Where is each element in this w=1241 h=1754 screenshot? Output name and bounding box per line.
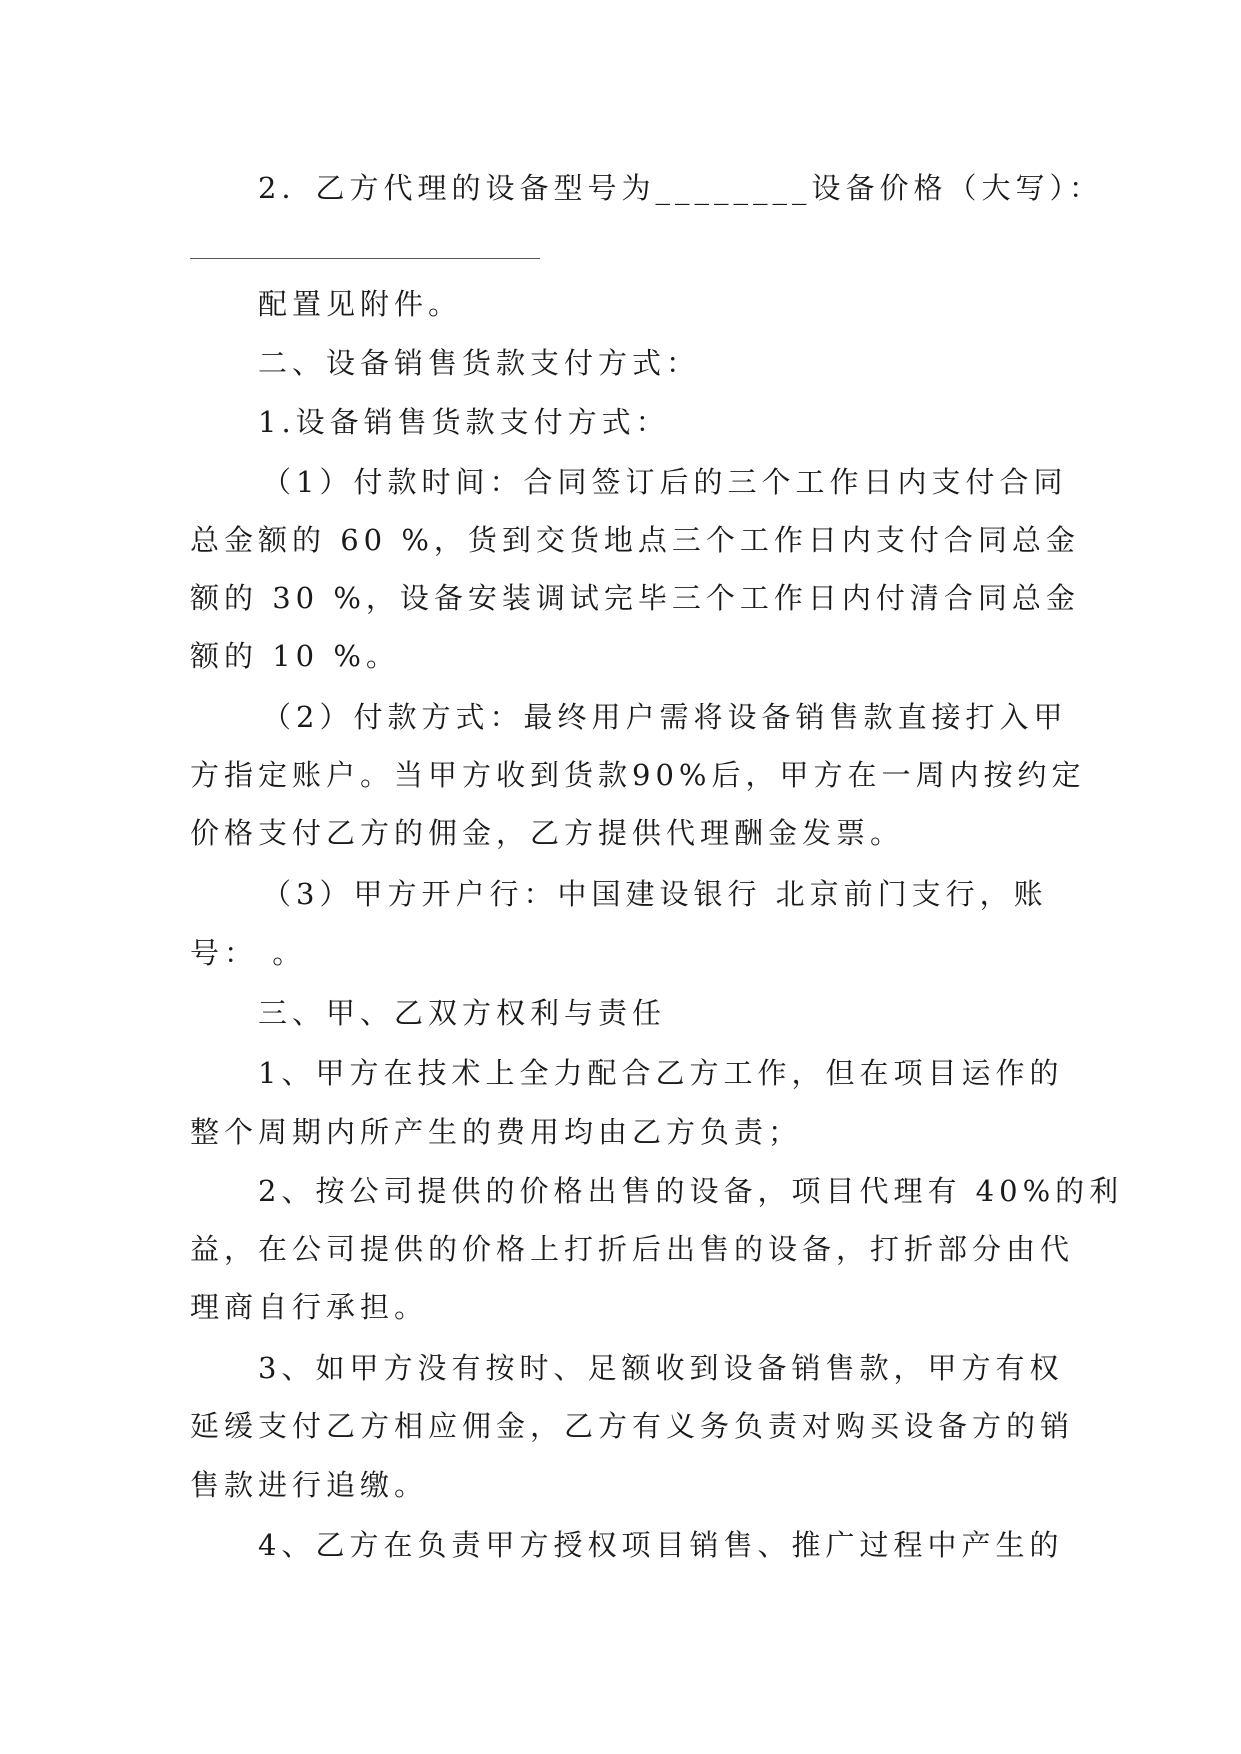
payment-time-line-2: 总金额的 60 %，货到交货地点三个工作日内支付合同总金 (190, 523, 1080, 557)
payment-method-line-2: 方指定账户。当甲方收到货款90%后，甲方在一周内按约定 (190, 758, 1086, 792)
payment-method-line-3: 价格支付乙方的佣金，乙方提供代理酬金发票。 (190, 816, 905, 850)
clause-3-4-line-1: 4、乙方在负责甲方授权项目销售、推广过程中产生的 (258, 1528, 1064, 1562)
clause-3-2-line-3: 理商自行承担。 (190, 1290, 429, 1324)
clause-3-1-line-1: 1、甲方在技术上全力配合乙方工作，但在项目运作的 (258, 1056, 1064, 1090)
clause-3-2-line-2: 益，在公司提供的价格上打折后出售的设备，打折部分由代 (190, 1232, 1075, 1266)
subsection-1-heading: 1.设备销售货款支付方式： (258, 405, 670, 439)
payment-time-line-3: 额的 30 %，设备安装调试完毕三个工作日内付清合同总金 (190, 581, 1080, 615)
payment-time-line-1: （1）付款时间：合同签订后的三个工作日内支付合同 (262, 465, 1068, 499)
clause-3-1-line-2: 整个周期内所产生的费用均由乙方负责； (190, 1115, 803, 1149)
bank-account-line-1: （3）甲方开户行：中国建设银行 北京前门支行，账 (262, 877, 1048, 911)
clause-2-model-price: 2．乙方代理的设备型号为________设备价格（大写）： (258, 171, 1103, 205)
price-fill-in-blank (190, 258, 540, 259)
payment-time-line-4: 额的 10 %。 (190, 639, 400, 673)
payment-method-line-1: （2）付款方式：最终用户需将设备销售款直接打入甲 (262, 700, 1068, 734)
clause-3-3-line-3: 售款进行追缴。 (190, 1468, 429, 1502)
section-3-heading: 三、甲、乙双方权利与责任 (258, 996, 667, 1030)
clause-3-2-line-1: 2、按公司提供的价格出售的设备，项目代理有 40%的利 (258, 1174, 1124, 1208)
bank-account-line-2: 号： 。 (190, 936, 307, 970)
config-see-attachment: 配置见附件。 (258, 287, 463, 321)
clause-3-3-line-1: 3、如甲方没有按时、足额收到设备销售款，甲方有权 (258, 1351, 1064, 1385)
clause-3-3-line-2: 延缓支付乙方相应佣金，乙方有义务负责对购买设备方的销 (190, 1409, 1075, 1443)
section-2-heading: 二、设备销售货款支付方式： (258, 346, 701, 380)
